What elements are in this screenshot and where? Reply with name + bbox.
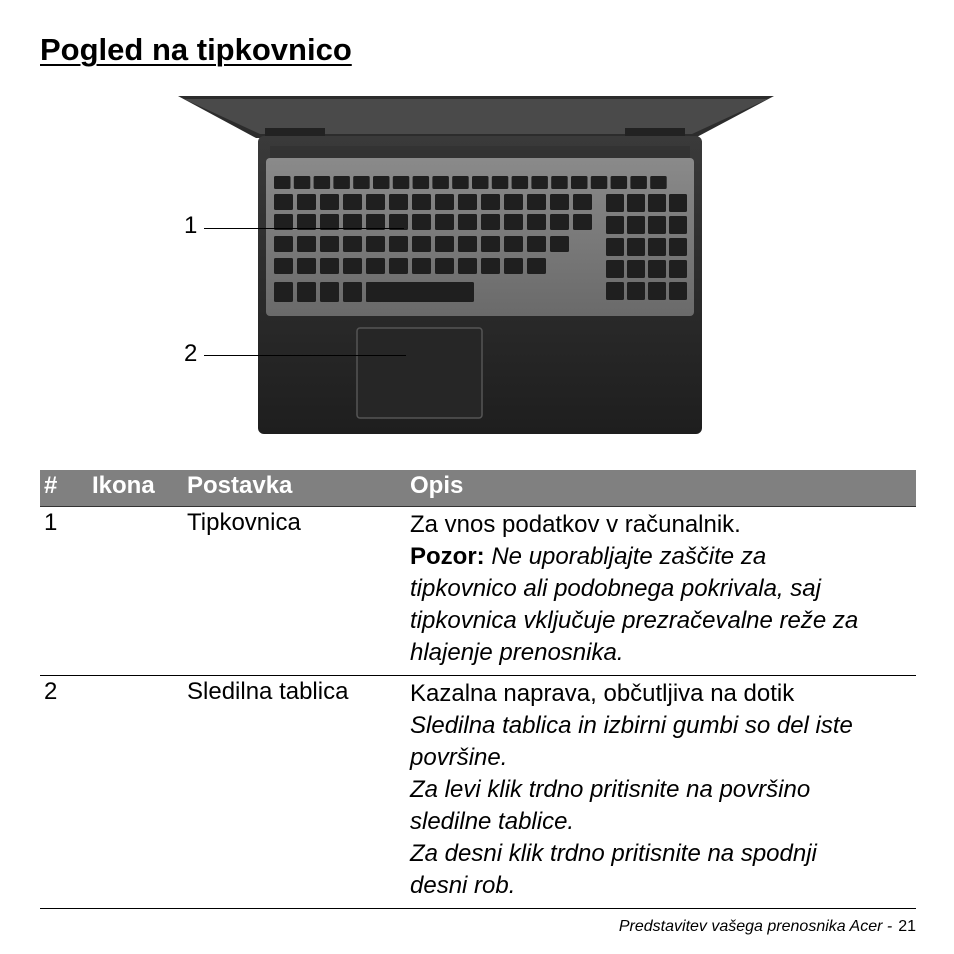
space-bar-key <box>366 282 474 302</box>
row-number: 1 <box>44 509 58 536</box>
callout-1: 1 <box>184 212 198 239</box>
keyboard-key <box>591 176 608 189</box>
keyboard-key <box>435 258 454 274</box>
keyboard-key <box>527 258 546 274</box>
numpad-key <box>627 282 645 300</box>
numpad-key <box>606 282 624 300</box>
keyboard-key <box>343 282 362 302</box>
keyboard-key <box>389 236 408 252</box>
keyboard-key <box>458 236 477 252</box>
keyboard-key <box>481 194 500 210</box>
numpad-key <box>627 216 645 234</box>
numpad-key <box>669 238 687 256</box>
keyboard-key <box>481 258 500 274</box>
keyboard-key <box>492 176 509 189</box>
keyboard-key <box>527 236 546 252</box>
keyboard-key <box>274 258 293 274</box>
header-description: Opis <box>410 472 464 499</box>
keyboard-key <box>320 194 339 210</box>
keyboard-key <box>504 194 523 210</box>
keyboard-key <box>314 176 331 189</box>
keyboard-key <box>274 176 291 189</box>
numpad-key <box>627 238 645 256</box>
keyboard-key <box>550 214 569 230</box>
keyboard-key <box>504 258 523 274</box>
keyboard-key <box>650 176 667 189</box>
table-row <box>40 676 916 909</box>
keyboard-key <box>297 258 316 274</box>
numpad-key <box>669 216 687 234</box>
keyboard-key <box>551 176 568 189</box>
note-text: Za desni klik trdno pritisnite na spodnji <box>410 840 817 867</box>
keyboard-key <box>389 194 408 210</box>
keyboard-key <box>630 176 647 189</box>
warning-label: Pozor: <box>410 543 485 570</box>
numpad-key <box>648 194 666 212</box>
numpad-key <box>627 260 645 278</box>
keyboard-key <box>432 176 449 189</box>
callout-line-1 <box>204 228 404 229</box>
keyboard-key <box>393 176 410 189</box>
keyboard-key <box>294 176 311 189</box>
keyboard-key <box>366 194 385 210</box>
keyboard-key <box>481 236 500 252</box>
note-text: Sledilna tablica in izbirni gumbi so del iste <box>410 712 853 739</box>
keyboard-key <box>458 194 477 210</box>
numpad-key <box>669 260 687 278</box>
table-header <box>40 470 916 507</box>
warning-text: tipkovnico ali podobnega pokrivala, saj <box>410 575 821 602</box>
numpad-key <box>648 260 666 278</box>
keyboard-key <box>412 194 431 210</box>
keyboard-key <box>389 258 408 274</box>
note-text: površine. <box>410 744 508 771</box>
header-icon: Ikona <box>92 472 155 499</box>
header-number: # <box>44 472 58 499</box>
keyboard-key <box>343 258 362 274</box>
keyboard-key <box>373 176 390 189</box>
description-text: Za vnos podatkov v računalnik. <box>410 511 741 538</box>
keyboard-key <box>452 176 469 189</box>
keyboard-key <box>512 176 528 189</box>
keyboard-key <box>343 194 362 210</box>
numpad-key <box>606 216 624 234</box>
row-item: Sledilna tablica <box>187 678 349 705</box>
numpad-key <box>669 282 687 300</box>
warning-text: tipkovnica vključuje prezračevalne reže za <box>410 607 859 634</box>
keyboard-key <box>504 214 523 230</box>
keyboard-key <box>343 236 362 252</box>
keyboard-key <box>550 236 569 252</box>
numpad-key <box>648 216 666 234</box>
page-number: 21 <box>898 918 916 935</box>
note-text: desni rob. <box>410 872 516 899</box>
keyboard-key <box>333 176 350 189</box>
row-description <box>410 507 915 675</box>
keyboard-key <box>412 258 431 274</box>
row-item: Tipkovnica <box>187 509 301 536</box>
keyboard-key <box>531 176 548 189</box>
footer-text: Predstavitev vašega prenosnika Acer - <box>618 918 893 935</box>
keyboard-key <box>573 194 592 210</box>
keyboard-key <box>435 236 454 252</box>
description-text: Kazalna naprava, občutljiva na dotik <box>410 680 795 707</box>
keyboard-key <box>320 282 339 302</box>
numpad-key <box>669 194 687 212</box>
warning-line <box>410 541 915 573</box>
header-item: Postavka <box>187 472 293 499</box>
note-text: Za levi klik trdno pritisnite na površino <box>410 776 811 803</box>
laptop-top-view-illustration <box>170 90 780 440</box>
laptop-drawing <box>170 90 780 440</box>
keyboard-key <box>458 214 477 230</box>
numpad-key <box>606 238 624 256</box>
keyboard-key <box>297 194 316 210</box>
keyboard-key <box>611 176 628 189</box>
keyboard-key <box>458 258 477 274</box>
keyboard-key <box>435 214 454 230</box>
keyboard-key <box>353 176 370 189</box>
keyboard-key <box>366 236 385 252</box>
row-number: 2 <box>44 678 58 705</box>
keyboard-key <box>412 236 431 252</box>
keyboard-key <box>413 176 430 189</box>
note-text: sledilne tablice. <box>410 808 575 835</box>
keyboard-key <box>274 282 293 302</box>
keyboard-key <box>571 176 588 189</box>
keyboard-key <box>435 194 454 210</box>
table-row <box>40 507 916 676</box>
keyboard-key <box>527 194 546 210</box>
keyboard-key <box>573 214 592 230</box>
keyboard-key <box>297 236 316 252</box>
row-description <box>410 676 915 908</box>
page-title: Pogled na tipkovnico <box>40 32 352 67</box>
numpad-key <box>627 194 645 212</box>
keyboard-key <box>472 176 489 189</box>
callout-2: 2 <box>184 340 198 367</box>
keyboard-key <box>481 214 500 230</box>
numpad-key <box>648 282 666 300</box>
keyboard-key <box>412 214 431 230</box>
keyboard-key <box>274 236 293 252</box>
keyboard-key <box>550 194 569 210</box>
numpad-key <box>606 194 624 212</box>
warning-text: hlajenje prenosnika. <box>410 639 624 666</box>
keyboard-key <box>366 258 385 274</box>
keyboard-key <box>274 194 293 210</box>
feature-table <box>40 470 916 909</box>
keyboard-key <box>320 258 339 274</box>
keyboard-key <box>297 282 316 302</box>
keyboard-key <box>320 236 339 252</box>
keyboard-key <box>504 236 523 252</box>
warning-text: Ne uporabljajte zaščite za <box>491 543 767 570</box>
numpad-key <box>606 260 624 278</box>
numpad-key <box>648 238 666 256</box>
keyboard-key <box>527 214 546 230</box>
page-footer <box>619 918 916 936</box>
callout-line-2 <box>204 355 406 356</box>
